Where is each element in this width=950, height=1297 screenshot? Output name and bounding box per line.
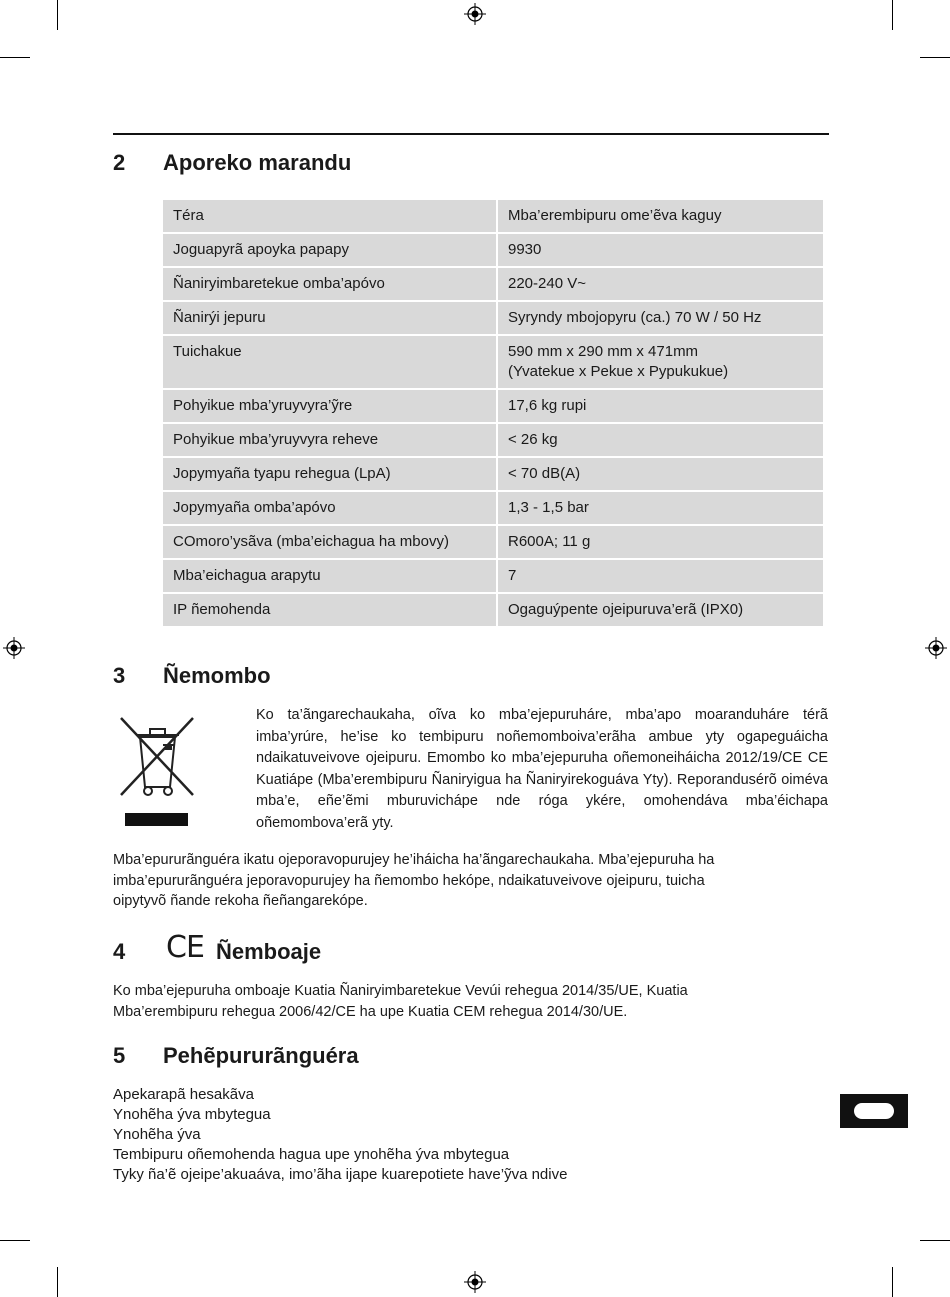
spec-label: Jopymyaña omba’apóvo [163,492,496,524]
table-row [163,234,823,266]
list-item: Tembipuru oñemohenda hagua upe ynohẽha ýva mbytegua [113,1146,510,1163]
table-row [163,424,823,456]
crop-mark [0,1240,30,1241]
table-row [163,390,823,422]
spec-label: Ñaniryimbaretekue omba’apóvo [163,268,496,300]
spec-label: Pohyikue mba’yruyvyra’ỹre [163,390,496,422]
spec-value: R600A; 11 g [498,526,823,558]
spec-label: Pohyikue mba’yruyvyra reheve [163,424,496,456]
parts-list [113,1085,829,1185]
text-line: oipytyvõ ñande rekoha ñeñangarekópe. [113,893,368,909]
table-row [163,560,823,592]
recycling-paragraph [113,850,829,912]
table-row [163,492,823,524]
table-row [163,200,823,232]
table-row [163,302,823,334]
registration-mark-icon [464,3,486,25]
crop-mark [892,1267,893,1297]
spec-value: 7 [498,560,823,592]
crop-mark [920,1240,950,1241]
spec-value: 9930 [498,234,823,266]
text-line: Ko mba’ejepuruha omboaje Kuatia Ñaniryimbaretekue Vevúi rehegua 2014/35/UE, Kuatia [113,983,688,999]
top-rule [113,133,829,135]
section-number: 2 [113,150,126,175]
crop-mark [920,57,950,58]
section-number: 3 [113,663,126,688]
section-title: Ñemombo [163,663,271,688]
spec-label: Jopymyaña tyapu rehegua (LpA) [163,458,496,490]
weee-paragraph: Ko ta’ãngarechaukaha, oĩva ko mba’ejepuruháre, mba’apo moaranduháre térã imba’yrúre, he’ise ko tembipuru noñemomboiva’erãha ambue yty ogapeguáicha ndaikatuveivove ojeipuru. Emombo ko mba’ejepuruha oñemoneiháicha 2012/19/CE CE Kuatiápe (Mba’erembipuru Ñaniryigua ha Ñaniryirekoguáva Yty). Reporandusérõ oiméva mba’e, eñe’ẽmi mburuvichápe nde róga ykére, omohendáva mba’éichapa oñemombova’erã yty. [256,707,828,831]
crop-mark [57,0,58,30]
crop-mark [892,0,893,30]
table-row [163,594,823,626]
spec-label: COmoro’ysãva (mba’eichagua ha mbovy) [163,526,496,558]
spec-value: 17,6 kg rupi [498,390,823,422]
table-row [163,458,823,490]
text-line: imba’epururãnguéra jeporavopurujey ha ñemombo hekópe, ndaikatuveivove ojeipuru, tuicha [113,872,705,889]
registration-mark-icon [925,637,947,659]
registration-mark-icon [464,1271,486,1293]
section-title: Pehẽpururãnguéra [163,1043,359,1068]
spec-label: Joguapyrã apoyka papapy [163,234,496,266]
list-item: Apekarapã hesakãva [113,1086,254,1103]
spec-label: IP ñemohenda [163,594,496,626]
weee-bin-icon [118,715,196,827]
spec-label: Téra [163,200,496,232]
section-number: 5 [113,1043,126,1068]
conformity-paragraph [113,981,829,1022]
section-title: Aporeko marandu [163,150,352,175]
spec-label: Ñanirýi jepuru [163,302,496,334]
spec-value: < 70 dB(A) [498,458,823,490]
spec-value: 220-240 V~ [498,268,823,300]
spec-table [161,198,825,628]
spec-value: Ogaguýpente ojeipuruva’erã (IPX0) [498,594,823,626]
section-title: Ñemboaje [216,939,322,964]
spec-label: Mba’eichagua arapytu [163,560,496,592]
section-number: 4 [113,939,126,964]
language-tab-marker [840,1094,908,1128]
spec-value-line: 590 mm x 290 mm x 471mm [508,343,699,360]
ce-mark-icon: CE [166,930,204,965]
table-row [163,526,823,558]
spec-value: 1,3 - 1,5 bar [498,492,823,524]
crop-mark [0,57,30,58]
crop-mark [57,1267,58,1297]
text-line: Mba’epururãnguéra ikatu ojeporavopurujey he’iháicha ha’ãngarechaukaha. Mba’ejepuruha ha [113,852,715,868]
list-item: Ynohẽha ýva [113,1126,201,1143]
spec-value: Mba’erembipuru ome’ẽva kaguy [498,200,823,232]
spec-value-line: (Yvatekue x Pekue x Pypukukue) [508,363,729,380]
list-item: Ynohẽha ýva mbytegua [113,1106,271,1123]
text-line: Mba’erembipuru rehegua 2006/42/CE ha upe Kuatia CEM rehegua 2014/30/UE. [113,1003,628,1020]
spec-value: < 26 kg [498,424,823,456]
spec-value: Syryndy mbojopyru (ca.) 70 W / 50 Hz [498,302,823,334]
registration-mark-icon [3,637,25,659]
table-row [163,336,823,388]
spec-value [498,336,823,388]
table-row [163,268,823,300]
list-item: Tyky ña’ẽ ojeipe’akuaáva, imo’ãha ijape kuarepotiete have’ỹva ndive [113,1166,568,1183]
spec-label: Tuichakue [163,336,496,388]
